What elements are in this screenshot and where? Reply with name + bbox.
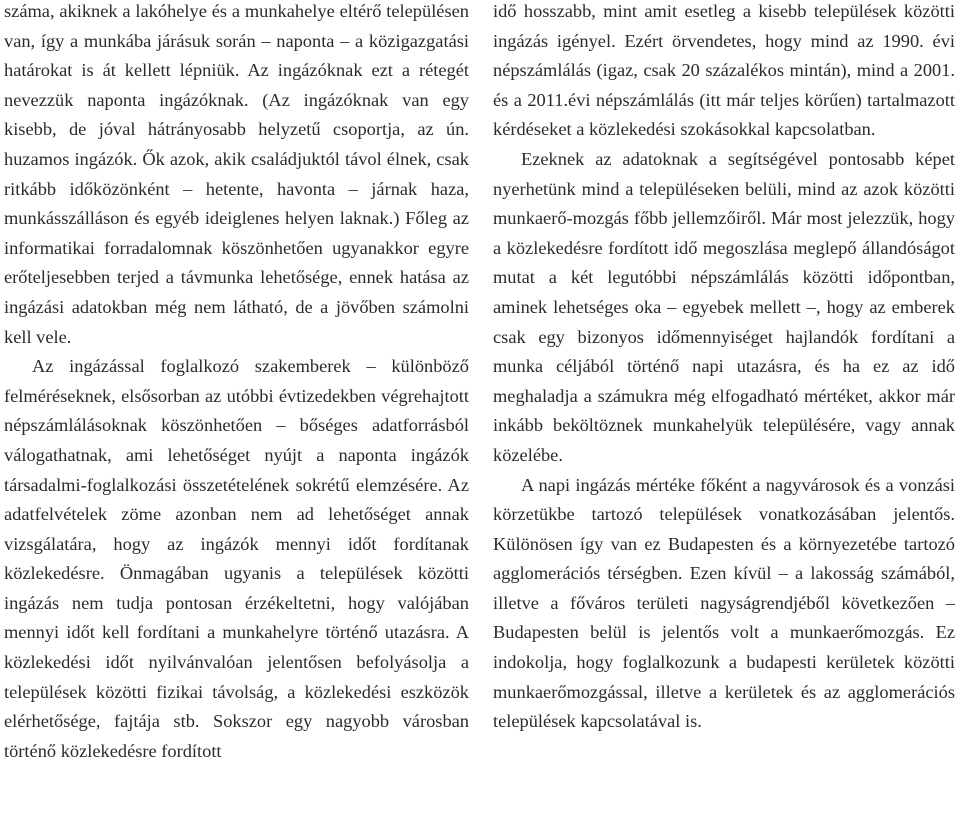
right-paragraph-1: idő hosszabb, mint amit esetleg a kisebb települések közötti ingázás igényel. Ezért örvendetes, hogy mind az 1990. évi népszámlálás (igaz, csak 20 százalékos mintán), mind a 2001. és a 2011.évi népszámlálás (itt már teljes körűen) tartalmazott kérdéseket a közlekedési szokásokkal kapcsolatban. — [493, 1, 955, 140]
left-paragraph-2: Az ingázással foglalkozó szakemberek – különböző felméréseknek, elsősorban az utóbbi évtizedekben végrehajtott népszámlálásoknak köszönhetően – bőséges adatforrásból válogathatnak, ami lehetőséget nyújt a naponta ingázók társadalmi-foglalkozási összetételének sokrétű elemzésére. Az adatfelvételek zöme azonban nem ad lehetőséget annak vizsgálatára, hogy az ingázók mennyi időt fordítanak közlekedésre. Önmagában ugyanis a települések közötti ingázás nem tudja pontosan érzékeltetni, hogy valójában mennyi időt kell fordítani a munkahelyre történő utazásra. A közlekedési időt nyilvánvalóan jelentősen befolyásolja a települések közötti fizikai távolság, a közlekedési eszközök elérhetősége, fajtája stb. Sokszor egy nagyobb városban történő közlekedésre fordított — [4, 356, 469, 761]
left-paragraph-1: száma, akiknek a lakóhelye és a munkahelye eltérő településen van, így a munkába járásuk során – naponta – a közigazgatási határokat is át kellett lépniük. Az ingázóknak ezt a rétegét nevezzük naponta ingázóknak. (Az ingázóknak van egy kisebb, de jóval hátrányosabb helyzetű csoportja, az ún. huzamos ingázók. Ők azok, akik családjuktól távol élnek, csak ritkább időközönként – hetente, havonta – járnak haza, munkásszálláson és egyéb ideiglenes helyen laknak.) Főleg az informatikai forradalomnak köszönhetően ugyanakkor egyre erőteljesebben terjed a távmunka lehetősége, ennek hatása az ingázási adatokban még nem látható, de a jövőben számolni kell vele. — [4, 1, 469, 347]
right-column — [493, 0, 955, 830]
right-paragraph-3: A napi ingázás mértéke főként a nagyvárosok és a vonzási körzetükbe tartozó települések vonatkozásában jelentős. Különösen így van ez Budapesten és a környezetébe tartozó agglomerációs térségben. Ezen kívül – a lakosság számából, illetve a főváros területi nagyságrendjéből következően – Budapesten belül is jelentős volt a munkaerőmozgás. Ez indokolja, hogy foglalkozunk a budapesti kerületek közötti munkaerőmozgással, illetve a kerületek és az agglomerációs települések kapcsolatával is. — [493, 474, 955, 732]
left-column — [4, 0, 469, 830]
right-paragraph-2: Ezeknek az adatoknak a segítségével pontosabb képet nyerhetünk mind a településeken belüli, mind az azok közötti munkaerő-mozgás főbb jellemzőiről. Már most jelezzük, hogy a közlekedésre fordított idő megoszlása meglepő állandóságot mutat a két legutóbbi népszámlálás közötti időpontban, aminek lehetséges oka – egyebek mellett –, hogy az emberek csak egy bizonyos időmennyiséget hajlandók fordítani a munka céljából történő napi utazásra, és ha ez az idő meghaladja a számukra még elfogadható mértéket, akkor már inkább beköltöznek munkahelyük településére, vagy annak közelébe. — [493, 148, 955, 465]
